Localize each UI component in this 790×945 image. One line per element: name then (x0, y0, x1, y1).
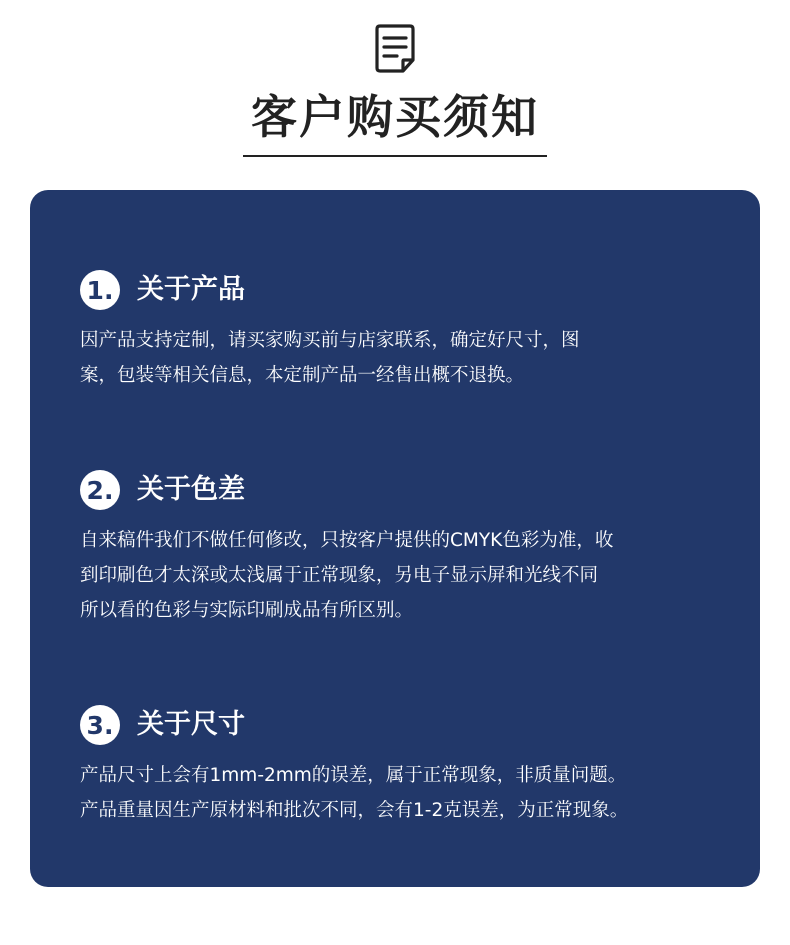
body-line: 到印刷色才太深或太浅属于正常现象，另电子显示屏和光线不同 (80, 565, 599, 586)
section-body (80, 523, 700, 628)
section-heading (80, 270, 700, 310)
section-title: 关于色差 (137, 474, 245, 505)
section-size (80, 705, 700, 828)
section-heading (80, 470, 700, 510)
body-line: 自来稿件我们不做任何修改，只按客户提供的CMYK色彩为准，收 (80, 530, 614, 551)
title-underline (243, 155, 547, 157)
page-title: 客户购买须知 (251, 90, 539, 144)
section-body (80, 758, 700, 828)
section-title: 关于产品 (137, 274, 245, 305)
section-title: 关于尺寸 (137, 709, 245, 740)
section-color-difference (80, 470, 700, 628)
document-icon (373, 24, 417, 74)
body-line: 所以看的色彩与实际印刷成品有所区别。 (80, 600, 414, 621)
body-line: 产品尺寸上会有1mm-2mm的误差，属于正常现象，非质量问题。 (80, 765, 627, 786)
body-line: 因产品支持定制，请买家购买前与店家联系，确定好尺寸，图 (80, 330, 580, 351)
section-heading (80, 705, 700, 745)
number-badge: 3. (80, 705, 120, 745)
body-line: 案，包装等相关信息，本定制产品一经售出概不退换。 (80, 365, 525, 386)
body-line: 产品重量因生产原材料和批次不同，会有1-2克误差，为正常现象。 (80, 800, 629, 821)
number-badge: 1. (80, 270, 120, 310)
section-body (80, 323, 700, 393)
number-badge: 2. (80, 470, 120, 510)
section-product (80, 270, 700, 393)
